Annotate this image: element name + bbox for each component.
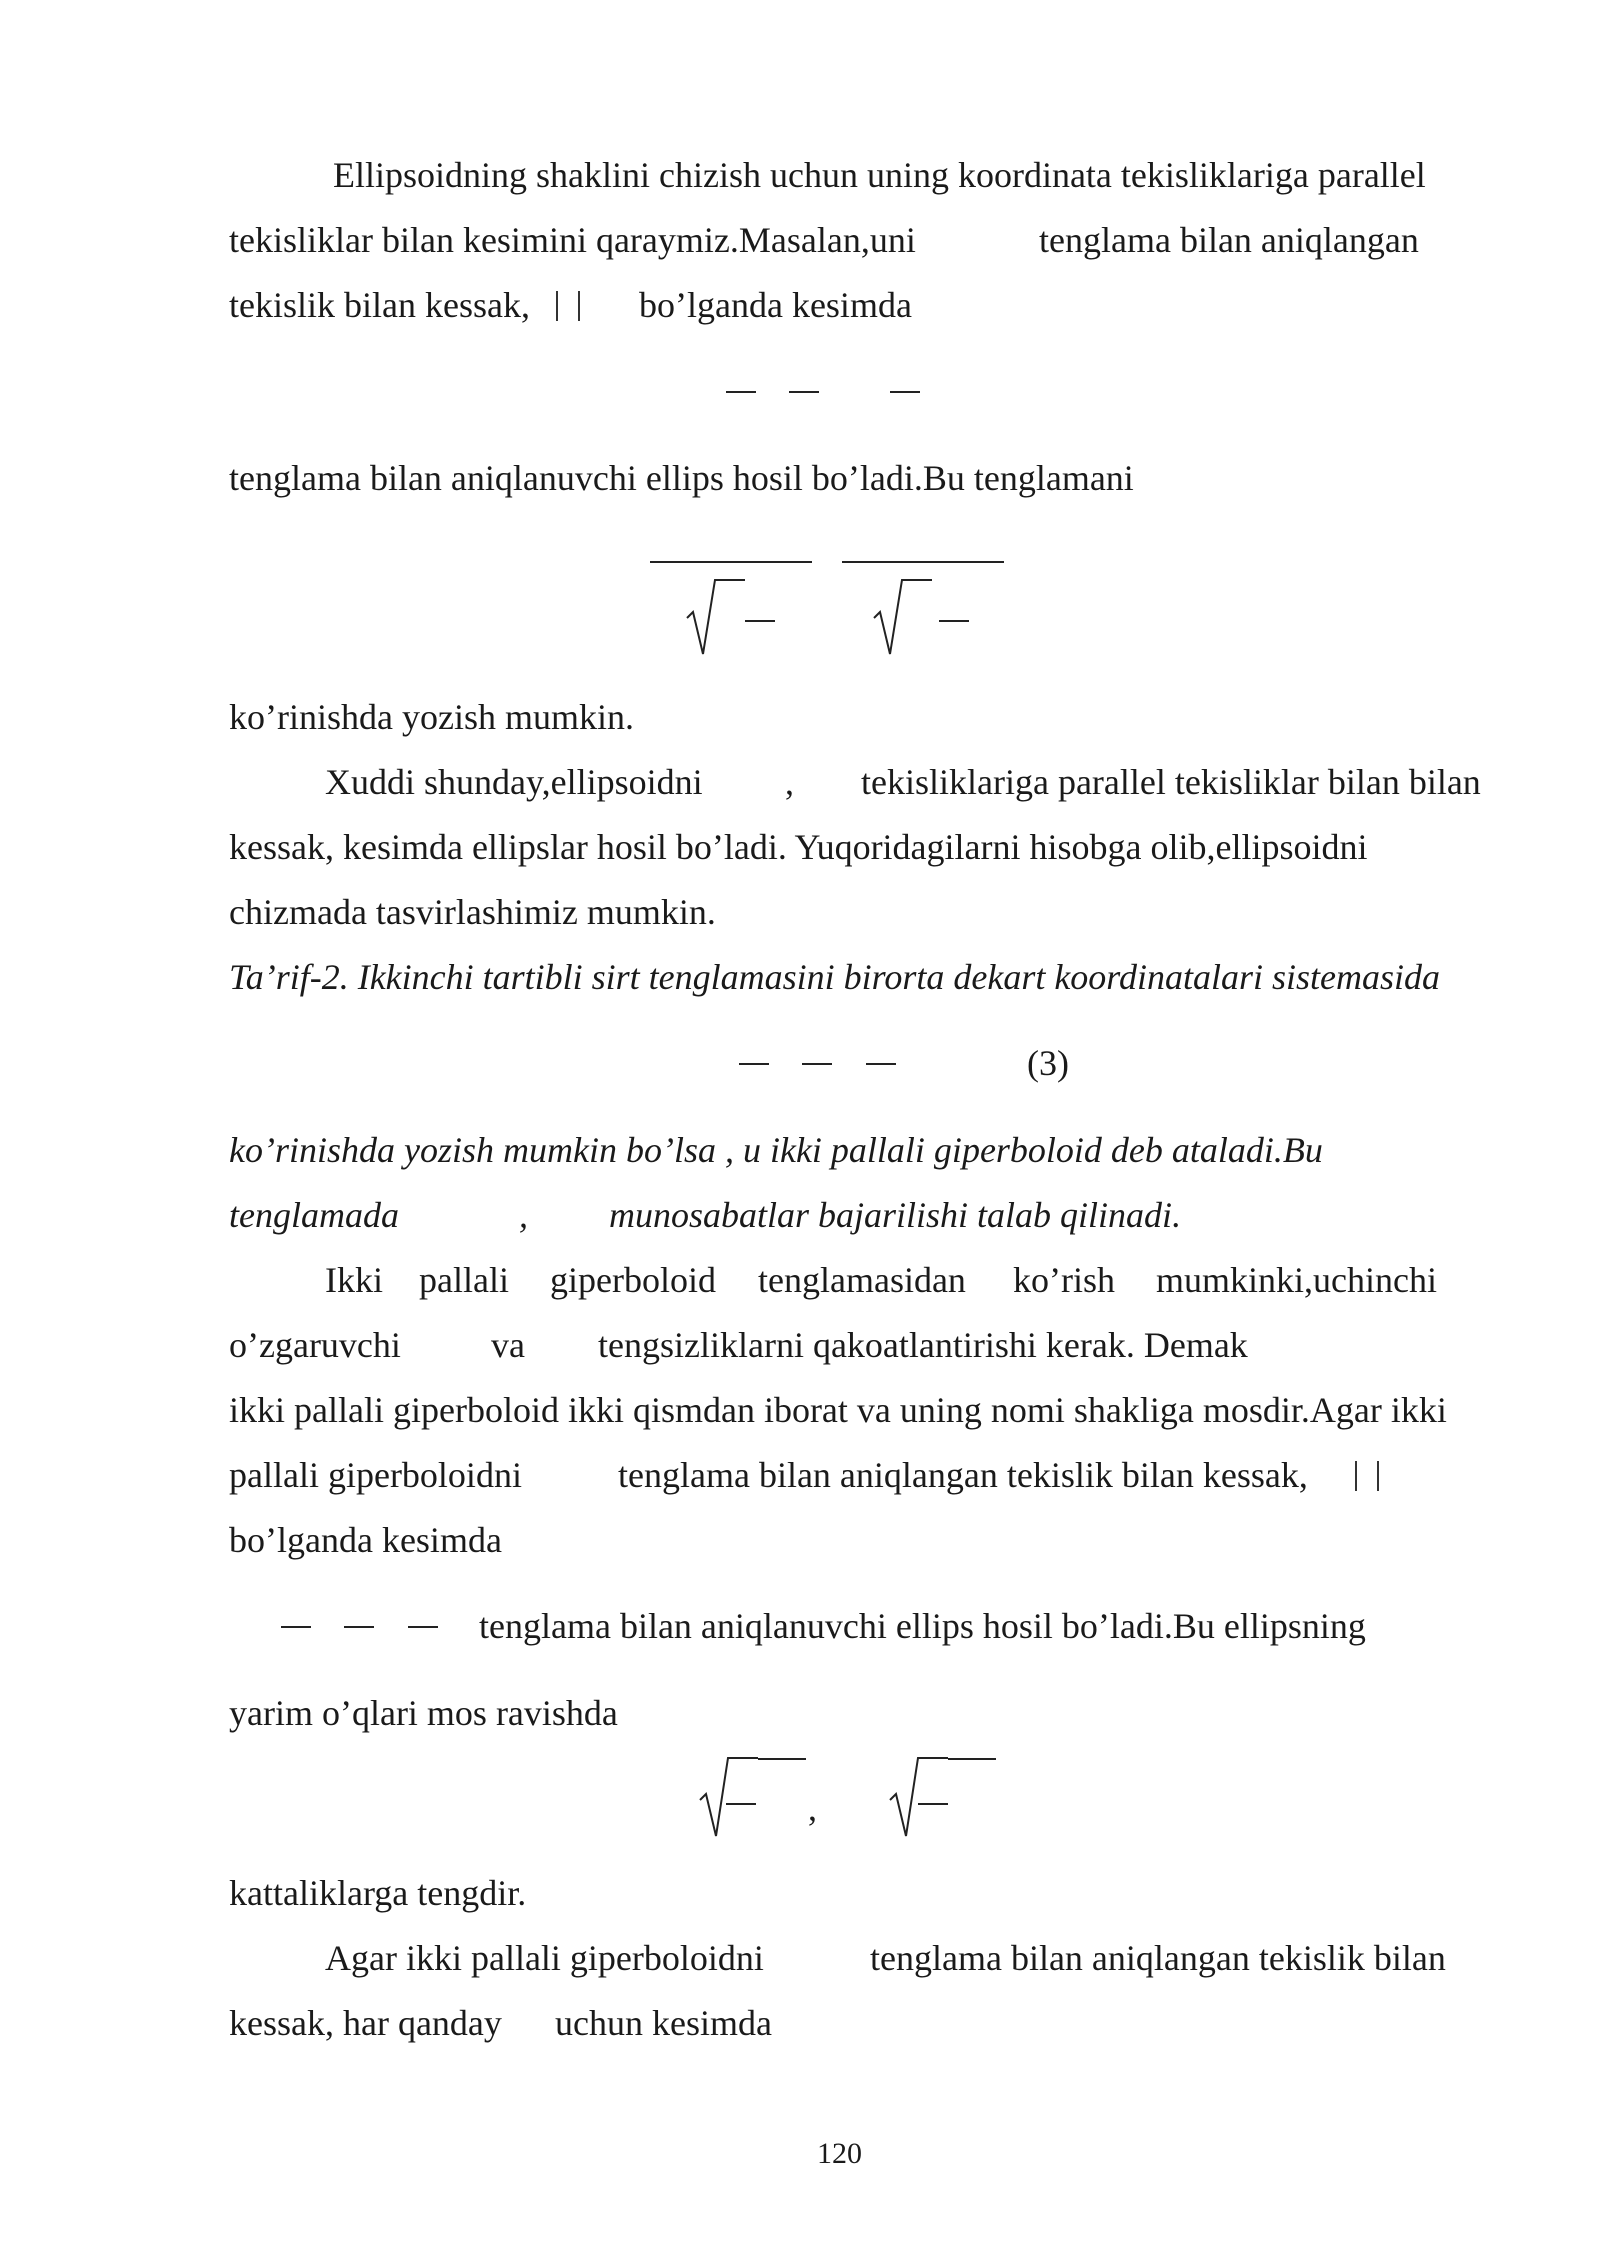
text-line: munosabatlar bajarilishi talab qilinadi.	[609, 1195, 1182, 1235]
text-line: kattaliklarga tengdir.	[229, 1873, 527, 1913]
fraction-bar	[842, 561, 1004, 563]
text-line: tenglama bilan aniqlanuvchi ellips hosil bo’ladi.Bu tenglamani	[229, 458, 1134, 498]
text-line: tekisliklariga parallel tekisliklar bilan bilan	[861, 762, 1481, 802]
text-line: o’zgaruvchi	[229, 1325, 401, 1365]
radical-sign	[888, 1752, 948, 1842]
text-line: pallali	[419, 1260, 509, 1300]
text-line: Xuddi shunday,ellipsoidni	[325, 762, 703, 802]
abs-bar	[1377, 1461, 1379, 1491]
fraction-bar	[948, 1758, 996, 1760]
text-line: tekisliklar bilan kesimini qaraymiz.Masalan,uni	[229, 220, 916, 260]
fraction-bar	[650, 561, 812, 563]
text-line: yarim o’qlari mos ravishda	[229, 1693, 618, 1733]
text-line: tenglamasidan	[758, 1260, 966, 1300]
text-line: tenglama bilan aniqlangan	[1039, 220, 1419, 260]
equation-number: (3)	[1027, 1043, 1069, 1083]
text-line: ,	[519, 1195, 528, 1235]
fraction-bar	[890, 391, 920, 393]
fraction-bar	[789, 391, 819, 393]
fraction-bar	[739, 1063, 769, 1065]
text-line: ko’rinishda yozish mumkin.	[229, 697, 634, 737]
text-line: Agar ikki pallali giperboloidni	[325, 1938, 764, 1978]
text-line: bo’lganda kesimda	[229, 1520, 502, 1560]
text-line: giperboloid	[550, 1260, 716, 1300]
text-line: Ellipsoidning shaklini chizish uchun uning koordinata tekisliklariga parallel	[333, 155, 1426, 195]
page-number: 120	[817, 2137, 862, 2170]
text-line: ,	[785, 762, 794, 802]
text-line: pallali giperboloidni	[229, 1455, 522, 1495]
text-line: tekislik bilan kessak,	[229, 285, 530, 325]
fraction-bar	[802, 1063, 832, 1065]
text-line: tenglama bilan aniqlangan tekislik bilan	[870, 1938, 1446, 1978]
fraction-bar	[939, 620, 969, 622]
text-line: chizmada tasvirlashimiz mumkin.	[229, 892, 716, 932]
radical-sign	[698, 1752, 758, 1842]
fraction-bar	[745, 620, 775, 622]
text-line: mumkinki,uchinchi	[1156, 1260, 1437, 1300]
text-line: Ta’rif-2. Ikkinchi tartibli sirt tenglamasini birorta dekart koordinatalari sistemasida	[229, 957, 1441, 997]
text-line: uchun kesimda	[555, 2003, 772, 2043]
text-line: ikki pallali giperboloid ikki qismdan iborat va uning nomi shakliga mosdir.Agar ikki	[229, 1390, 1447, 1430]
fraction-bar	[281, 1626, 311, 1628]
text-line: tengsizliklarni qakoatlantirishi kerak. Demak	[598, 1325, 1248, 1365]
text-line: kessak, har qanday	[229, 2003, 502, 2043]
fraction-bar	[344, 1626, 374, 1628]
text-line: kessak, kesimda ellipslar hosil bo’ladi. Yuqoridagilarni hisobga olib,ellipsoidni	[229, 827, 1368, 867]
abs-bar	[556, 291, 558, 321]
fraction-bar	[758, 1758, 806, 1760]
radical-sign	[872, 570, 932, 660]
fraction-bar	[408, 1626, 438, 1628]
text-line: va	[491, 1325, 525, 1365]
text-line: tenglama bilan aniqlangan tekislik bilan kessak,	[618, 1455, 1308, 1495]
abs-bar	[1355, 1461, 1357, 1491]
text-line: tenglamada	[229, 1195, 399, 1235]
fraction-bar	[726, 1803, 756, 1805]
text-line: bo’lganda kesimda	[639, 285, 912, 325]
fraction-bar	[726, 391, 756, 393]
abs-bar	[578, 291, 580, 321]
text-line: ko’rinishda yozish mumkin bo’lsa , u ikki pallali giperboloid deb ataladi.Bu	[229, 1130, 1323, 1170]
text-line: Ikki	[325, 1260, 383, 1300]
text-line: tenglama bilan aniqlanuvchi ellips hosil bo’ladi.Bu ellipsning	[479, 1606, 1366, 1646]
text-line: ,	[808, 1788, 817, 1828]
fraction-bar	[918, 1803, 948, 1805]
fraction-bar	[866, 1063, 896, 1065]
text-line: ko’rish	[1013, 1260, 1115, 1300]
radical-sign	[685, 570, 745, 660]
